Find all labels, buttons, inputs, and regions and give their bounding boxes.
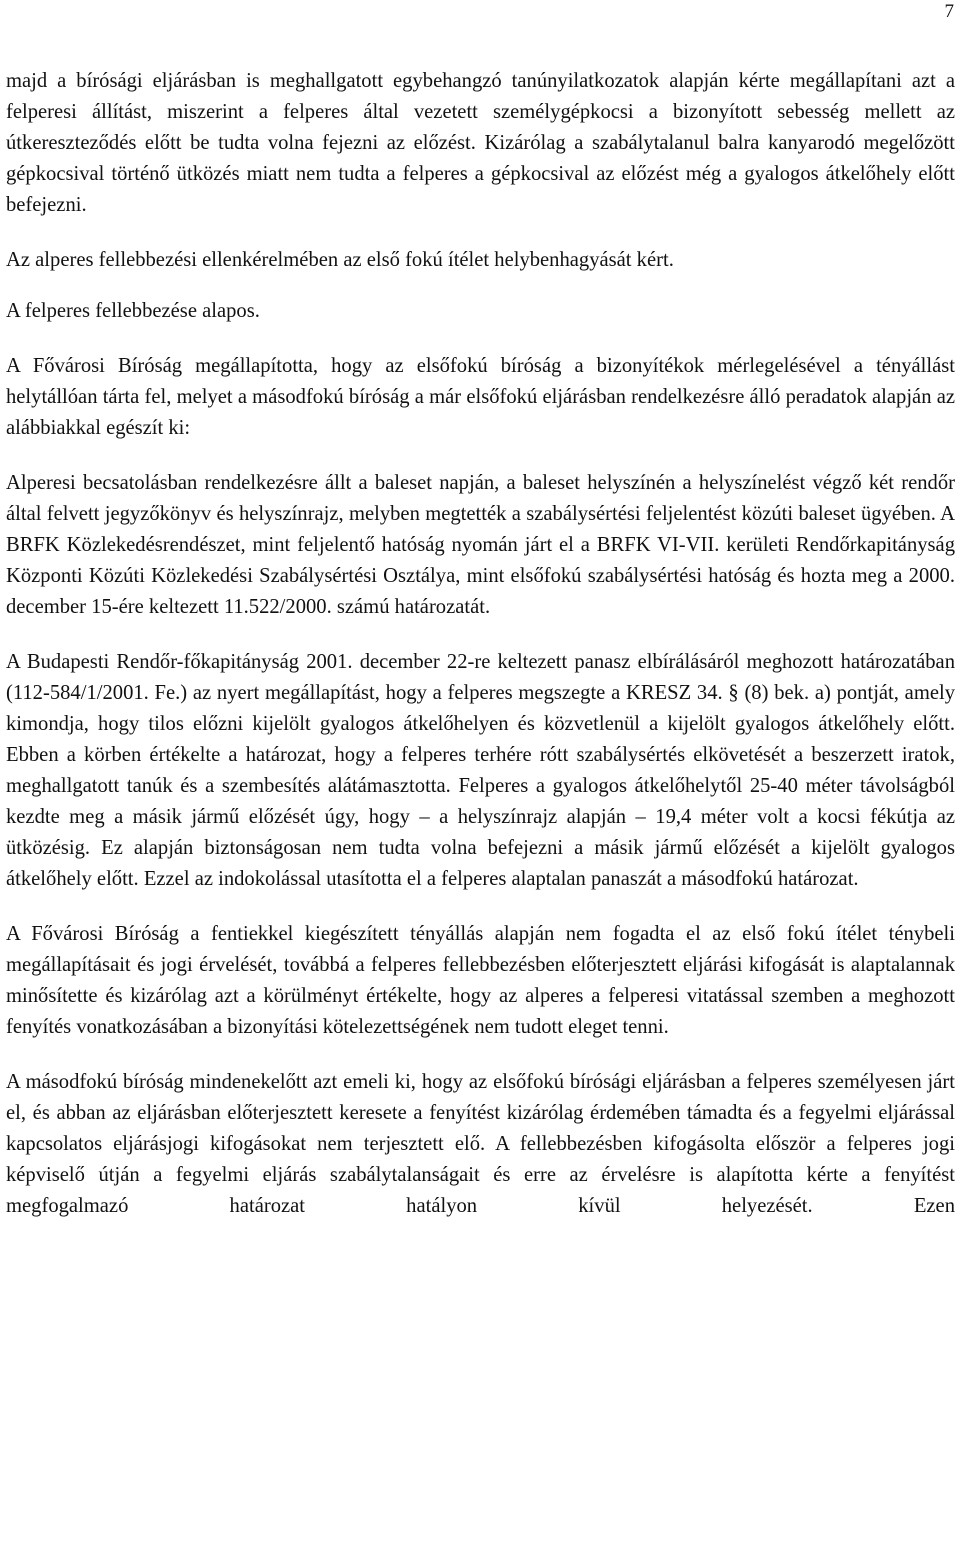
paragraph-witness-statements: majd a bírósági eljárásban is meghallgatott egybehangzó tanúnyilatkozatok alapján kérte megállapítani azt a felperesi állítást, miszerint a felperes által vezetett személygépkocsi a bizonyított sebesség mellett az útkereszteződés előtt be tudta volna fejezni az előzést. Kizárólag a szabálytalanul balra kanyarodó megelőzött gépkocsival történő ütközés miatt nem tudta a felperes a gépkocsival az előzést még a gyalogos átkelőhely előtt befejezni. (6, 70, 955, 216)
paragraph-second-instance: A másodfokú bíróság mindenekelőtt azt emeli ki, hogy az elsőfokú bírósági eljárásban a felperes személyesen járt el, és abban az eljárásban előterjesztett keresete a fenyítést kizárólag érdemében támadta és a fegyelmi eljárással kapcsolatos eljárásjogi kifogásokat nem terjesztett elő. A fellebbezésben kifogásolta először a felperes jogi képviselő útján a fegyelmi eljárás szabálytalanságait és erre az érvelésre is alapította kérte a fenyítést megfogalmazó határozat hatályon kívül helyezését. Ezen (6, 1071, 955, 1217)
paragraph-court-assessment: A Fővárosi Bíróság a fentiekkel kiegészített tényállás alapján nem fogadta el az első fokú ítélet ténybeli megállapításait és jogi érvelését, továbbá a felperes fellebbezésben előterjesztett eljárási kifogását is alaptalannak minősítette és kizárólag azt a körülményt értékelte, hogy az alperes a felperesi vitatással szemben a meghozott fenyítés vonatkozásában a bizonyítási kötelezettségének nem tudott eleget tenni. (6, 923, 955, 1038)
document-body (6, 66, 955, 1222)
page-number: 7 (944, 1, 954, 22)
paragraph-defendant-response: Az alperes fellebbezési ellenkérelmében az első fokú ítélet helybenhagyását kért. (6, 249, 674, 271)
paragraph-court-findings: A Fővárosi Bíróság megállapította, hogy az elsőfokú bíróság a bizonyítékok mérlegelésével a tényállást helytállóan tárta fel, melyet a másodfokú bíróság a már elsőfokú eljárásban rendelkezésre álló peradatok alapján az alábbiakkal egészít ki: (6, 355, 955, 439)
paragraph-appeal-founded: A felperes fellebbezése alapos. (6, 300, 260, 322)
paragraph-defendant-submission: Alperesi becsatolásban rendelkezésre állt a baleset napján, a baleset helyszínén a helyszínelést végző két rendőr által felvett jegyzőkönyv és helyszínrajz, melyben megtették a szabálysértési feljelentést közúti baleset ügyében. A BRFK Közlekedésrendészet, mint feljelentő hatóság nyomán járt el a BRFK VI-VII. kerületi Rendőrkapitányság Központi Közúti Közlekedési Szabálysértési Osztálya, mint elsőfokú szabálysértési hatóság és hozta meg a 2000. december 15-ére keltezett 11.522/2000. számú határozatát. (6, 472, 955, 618)
paragraph-police-decision: A Budapesti Rendőr-főkapitányság 2001. december 22-re keltezett panasz elbírálásáról meghozott határozatában (112-584/1/2001. Fe.) az nyert megállapítást, hogy a felperes megszegte a KRESZ 34. § (8) bek. a) pontját, amely kimondja, hogy tilos előzni kijelölt gyalogos átkelőhelyen és közvetlenül a kijelölt gyalogos átkelőhely előtt. Ebben a körben értékelte a határozat, hogy a felperes terhére rótt szabálysértés elkövetését a beszerzett iratok, meghallgatott tanúk és a szembesítés alátámasztotta. Felperes a gyalogos átkelőhelytől 25-40 méter távolságból kezdte meg a másik jármű előzését úgy, hogy – a helyszínrajz alapján – 19,4 méter volt a kocsi fékútja az ütközésig. Ez alapján biztonságosan nem tudta volna befejezni a másik jármű előzését a kijelölt gyalogos átkelőhely előtt. Ezzel az indokolással utasította el a felperes alaptalan panaszát a másodfokú határozat. (6, 651, 955, 890)
